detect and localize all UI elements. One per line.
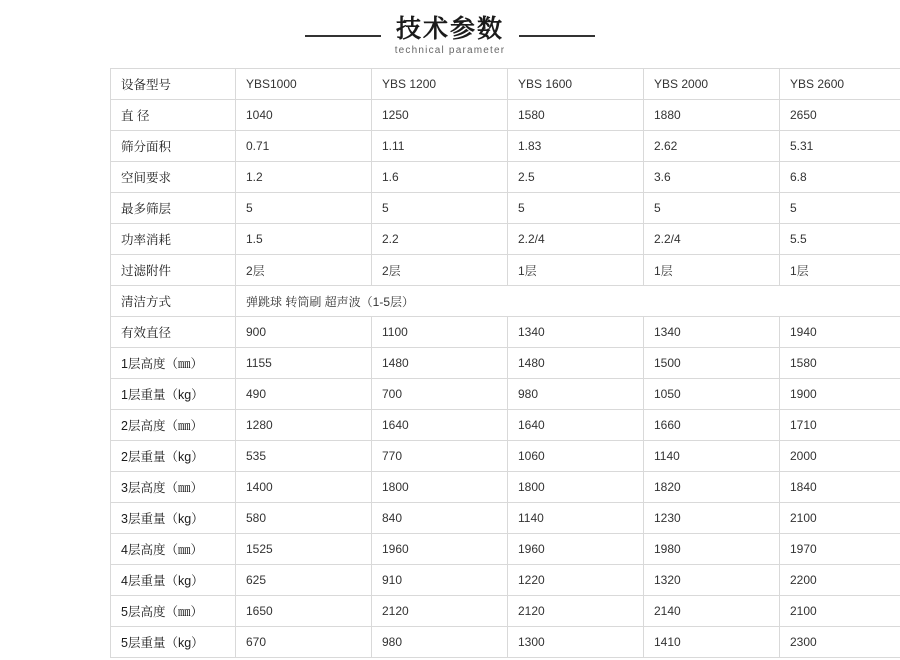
row-value: 1.6 — [372, 162, 508, 193]
row-value: 1320 — [644, 565, 780, 596]
row-value: 5 — [780, 193, 900, 224]
row-value: 1960 — [372, 534, 508, 565]
row-value: 2120 — [372, 596, 508, 627]
row-value: 2000 — [780, 441, 900, 472]
table-row — [111, 162, 900, 193]
table-row — [111, 193, 900, 224]
row-value: 5.31 — [780, 131, 900, 162]
row-value: 1340 — [644, 317, 780, 348]
row-value: 6.8 — [780, 162, 900, 193]
row-value: YBS1000 — [236, 69, 372, 100]
row-value: 5 — [236, 193, 372, 224]
row-value: 1230 — [644, 503, 780, 534]
spec-table-wrap — [110, 68, 845, 658]
row-value: 2层 — [372, 255, 508, 286]
row-value: 1660 — [644, 410, 780, 441]
page-title — [395, 16, 506, 56]
row-label: 4层高度（㎜） — [111, 534, 236, 565]
row-value: 0.71 — [236, 131, 372, 162]
row-value: 2140 — [644, 596, 780, 627]
row-label: 直 径 — [111, 100, 236, 131]
row-value: 1800 — [372, 472, 508, 503]
row-value: 2.62 — [644, 131, 780, 162]
row-value: 670 — [236, 627, 372, 658]
row-value: 1970 — [780, 534, 900, 565]
row-value: 1650 — [236, 596, 372, 627]
row-value: 2.2/4 — [508, 224, 644, 255]
row-value: 910 — [372, 565, 508, 596]
row-label: 5层重量（kg） — [111, 627, 236, 658]
row-value: 1580 — [780, 348, 900, 379]
row-value: 1250 — [372, 100, 508, 131]
row-value: 1.83 — [508, 131, 644, 162]
row-value: 1820 — [644, 472, 780, 503]
spec-table — [110, 68, 900, 658]
row-value: 1980 — [644, 534, 780, 565]
table-row — [111, 317, 900, 348]
table-row — [111, 596, 900, 627]
row-value: 700 — [372, 379, 508, 410]
row-value: 980 — [508, 379, 644, 410]
row-value: 1410 — [644, 627, 780, 658]
row-value: 3.6 — [644, 162, 780, 193]
row-value: 1060 — [508, 441, 644, 472]
row-label: 过滤附件 — [111, 255, 236, 286]
row-value: 2120 — [508, 596, 644, 627]
table-row — [111, 534, 900, 565]
row-value: 1900 — [780, 379, 900, 410]
row-label: 3层高度（㎜） — [111, 472, 236, 503]
row-value: 1580 — [508, 100, 644, 131]
table-row — [111, 286, 900, 317]
row-value: 580 — [236, 503, 372, 534]
row-label: 功率消耗 — [111, 224, 236, 255]
row-label: 4层重量（kg） — [111, 565, 236, 596]
row-value: 1040 — [236, 100, 372, 131]
row-value: 1.5 — [236, 224, 372, 255]
spec-table-body — [111, 69, 900, 658]
row-value: 1500 — [644, 348, 780, 379]
row-value: 2.5 — [508, 162, 644, 193]
row-value: 1层 — [780, 255, 900, 286]
row-value: 1880 — [644, 100, 780, 131]
row-value: 1710 — [780, 410, 900, 441]
row-value: 2.2 — [372, 224, 508, 255]
page-title-main: 技术参数 — [395, 14, 504, 43]
row-label: 3层重量（kg） — [111, 503, 236, 534]
table-row — [111, 224, 900, 255]
row-value: 2100 — [780, 596, 900, 627]
row-label: 有效直径 — [111, 317, 236, 348]
row-value: YBS 1600 — [508, 69, 644, 100]
row-label: 2层重量（kg） — [111, 441, 236, 472]
table-row — [111, 441, 900, 472]
row-value: 1940 — [780, 317, 900, 348]
row-value: 980 — [372, 627, 508, 658]
row-label: 筛分面积 — [111, 131, 236, 162]
row-value: 1050 — [644, 379, 780, 410]
row-value-span: 弹跳球 转筒刷 超声波（1-5层） — [236, 286, 900, 317]
table-row — [111, 379, 900, 410]
row-value: 2650 — [780, 100, 900, 131]
row-label: 清洁方式 — [111, 286, 236, 317]
row-value: 2层 — [236, 255, 372, 286]
table-row — [111, 410, 900, 441]
row-value: 2300 — [780, 627, 900, 658]
row-value: 1140 — [644, 441, 780, 472]
table-row — [111, 565, 900, 596]
row-label: 空间要求 — [111, 162, 236, 193]
row-value: 2100 — [780, 503, 900, 534]
row-value: 1640 — [508, 410, 644, 441]
row-value: 1525 — [236, 534, 372, 565]
row-value: 1400 — [236, 472, 372, 503]
row-value: 2200 — [780, 565, 900, 596]
header-rule-left — [305, 35, 381, 37]
row-value: 1960 — [508, 534, 644, 565]
row-value: YBS 1200 — [372, 69, 508, 100]
table-row — [111, 348, 900, 379]
row-value: YBS 2600 — [780, 69, 900, 100]
table-row — [111, 100, 900, 131]
row-label: 1层高度（㎜） — [111, 348, 236, 379]
row-label: 2层高度（㎜） — [111, 410, 236, 441]
row-value: 1层 — [644, 255, 780, 286]
row-value: 1300 — [508, 627, 644, 658]
row-value: 5 — [372, 193, 508, 224]
row-value: 1340 — [508, 317, 644, 348]
row-value: 900 — [236, 317, 372, 348]
row-value: 5 — [644, 193, 780, 224]
row-value: 535 — [236, 441, 372, 472]
row-value: 1480 — [508, 348, 644, 379]
row-value: 840 — [372, 503, 508, 534]
row-value: 1.11 — [372, 131, 508, 162]
page-header — [0, 0, 900, 58]
row-value: 1140 — [508, 503, 644, 534]
row-value: 1640 — [372, 410, 508, 441]
page-title-sub: technical parameter — [394, 45, 506, 56]
row-value: 1480 — [372, 348, 508, 379]
row-value: 1.2 — [236, 162, 372, 193]
row-label: 5层高度（㎜） — [111, 596, 236, 627]
row-label: 最多筛层 — [111, 193, 236, 224]
table-row — [111, 503, 900, 534]
row-value: 625 — [236, 565, 372, 596]
row-value: 1层 — [508, 255, 644, 286]
row-value: 1280 — [236, 410, 372, 441]
row-value: 490 — [236, 379, 372, 410]
row-value: 1800 — [508, 472, 644, 503]
row-value: 1840 — [780, 472, 900, 503]
table-row — [111, 131, 900, 162]
table-row — [111, 255, 900, 286]
table-row — [111, 627, 900, 658]
row-value: 5 — [508, 193, 644, 224]
row-value: 770 — [372, 441, 508, 472]
row-value: 2.2/4 — [644, 224, 780, 255]
row-value: YBS 2000 — [644, 69, 780, 100]
row-label: 1层重量（kg） — [111, 379, 236, 410]
row-value: 5.5 — [780, 224, 900, 255]
table-row — [111, 472, 900, 503]
row-label: 设备型号 — [111, 69, 236, 100]
table-row — [111, 69, 900, 100]
row-value: 1100 — [372, 317, 508, 348]
row-value: 1155 — [236, 348, 372, 379]
row-value: 1220 — [508, 565, 644, 596]
header-rule-right — [519, 35, 595, 37]
